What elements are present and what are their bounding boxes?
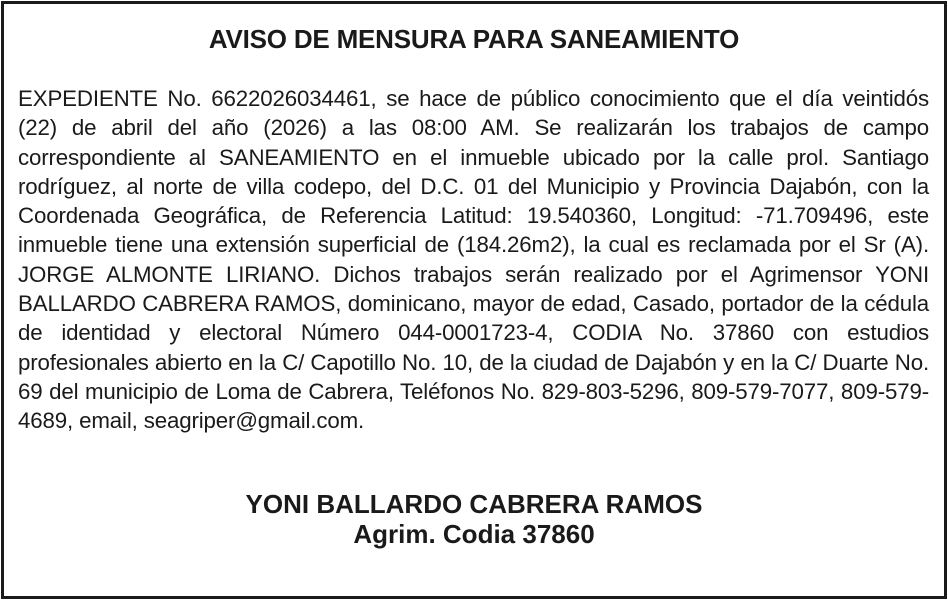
signature-title: Agrim. Codia 37860 (353, 519, 595, 549)
notice-body: EXPEDIENTE No. 6622026034461, se hace de público conocimiento que el día veintidós (22) de abril del año (2026) a las 08:00 AM. Se realizarán los trabajos de campo correspondiente al SANEAMIENTO en el inmueble ubicado por la calle prol. Santiago rodríguez, al norte de villa codepo, del D.C. 01 del Municipio y Provincia Dajabón, con la Coordenada Geográfica, de Referencia Latitud: 19.540360, Longitud: -71.709496, este inmueble tiene una extensión superficial de (184.26m2), la cual es reclamada por el Sr (A). JORGE ALMONTE LIRIANO. Dichos trabajos serán realizado por el Agrimensor YONI BALLARDO CABRERA RAMOS, dominicano, mayor de edad, Casado, portador de la cédula de identidad y electoral Número 044-0001723-4, CODIA No. 37860 con estudios profesionales abierto en la C/ Capotillo No. 10, de la ciudad de Dajabón y en la C/ Duarte No. 69 del municipio de Loma de Cabrera, Teléfonos No. 829-803-5296, 809-579-7077, 809-579-4689, email, seagriper@gmail.com. (18, 86, 929, 434)
notice-box (1, 1, 947, 599)
notice-title: AVISO DE MENSURA PARA SANEAMIENTO (208, 24, 740, 54)
signature-name: YONI BALLARDO CABRERA RAMOS (245, 489, 703, 519)
